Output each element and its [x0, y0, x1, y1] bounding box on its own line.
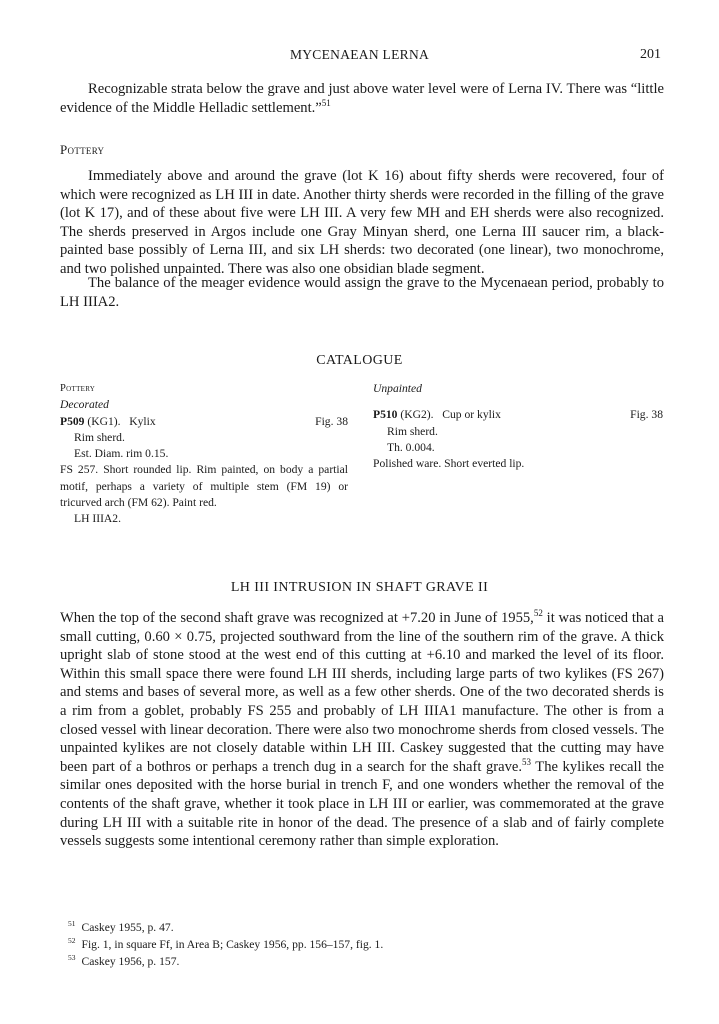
footnote-number: 53: [68, 953, 76, 962]
catalogue-item-line: Est. Diam. rim 0.15.: [74, 447, 169, 461]
catalogue-item-lot: (KG1).: [87, 414, 121, 428]
footnote-52: [68, 936, 648, 953]
catalogue-heading: CATALOGUE: [316, 353, 403, 368]
running-head: [0, 47, 719, 67]
pottery-paragraph-1: Immediately above and around the grave (lot K 16) about fifty sherds were recovered, four of which were recognized as LH III in date. Another thirty sherds were recorded in the filling of the grave (lot K 17), and of these about five were LH III. A very few MH and EH sherds were also recognized. The sherds preserved in Argos include one Gray Minyan sherd, one Lerna III saucer rim, a black-painted base possibly of Lerna III, and six LH sherds: two decorated (one linear), two monochrome, and two polished unpainted. There was also one obsidian blade segment.: [60, 168, 664, 277]
footnote-53: [68, 953, 648, 970]
pottery-paragraph-2: The balance of the meager evidence would assign the grave to the Mycenaean period, probably to LH IIIA2.: [60, 275, 664, 310]
page-number: 201: [640, 47, 661, 62]
footnote-number: 52: [68, 936, 76, 945]
footnotes: [68, 919, 648, 970]
catalogue-subcategory-decorated: Decorated: [60, 398, 109, 412]
footnote-51: [68, 919, 648, 936]
catalogue-entry-p510: [373, 407, 663, 423]
catalogue-right-column: [373, 381, 663, 472]
catalogue-item-line: Th. 0.004.: [387, 440, 435, 454]
intrusion-heading: LH III INTRUSION IN SHAFT GRAVE II: [230, 580, 489, 595]
intrusion-text-c: The kylikes recall the similar ones deposited with the horse burial in trench F, and one wonders whether the removal of the contents of the shaft grave, whether it took place in LH III or earlier, was commemorated at the grave during LH III with a suitable rite in honor of the dead. The presence of a slab and of fairly complete vessels suggests some intentional ceremony rather than simple exploration.: [60, 758, 664, 850]
intro-paragraph: [60, 80, 664, 117]
catalogue-left-column: [60, 381, 348, 528]
catalogue-item-id: P510: [373, 408, 398, 422]
catalogue-subcategory-unpainted: Unpainted: [373, 382, 422, 395]
intrusion-paragraph: [60, 609, 664, 851]
catalogue-item-lot: (KG2).: [400, 408, 434, 422]
footnote-number: 51: [68, 919, 76, 928]
catalogue-item-name: Kylix: [129, 414, 156, 428]
pottery-heading: Pottery: [60, 142, 105, 157]
catalogue-item-line: Rim sherd.: [387, 424, 438, 438]
catalogue-entry-p509: [60, 414, 348, 430]
footnote-ref-53[interactable]: 53: [522, 756, 532, 767]
catalogue-item-name: Cup or kylix: [442, 408, 501, 422]
catalogue-item-line: Rim sherd.: [74, 430, 125, 444]
footnote-ref-52[interactable]: 52: [533, 608, 543, 618]
footnote-text: Caskey 1956, p. 157.: [81, 955, 180, 968]
intrusion-text-a: When the top of the second shaft grave was recognized at +7.20 in June of 1955,: [60, 610, 534, 626]
footnote-text: Caskey 1955, p. 47.: [81, 921, 174, 934]
catalogue-item-id: P509: [60, 414, 85, 428]
catalogue-item-date: LH IIIA2.: [74, 512, 122, 526]
running-title: MYCENAEAN LERNA: [289, 47, 430, 62]
catalogue-item-description: Polished ware. Short everted lip.: [373, 457, 525, 471]
figure-reference[interactable]: Fig. 38: [315, 414, 348, 428]
catalogue-category: Pottery: [60, 383, 96, 394]
footnote-ref-51[interactable]: 51: [321, 97, 331, 108]
intro-paragraph-text: Recognizable strata below the grave and just above water level were of Lerna IV. There was “little evidence of the Middle Helladic settlement.”: [60, 81, 664, 116]
intrusion-text-b: it was noticed that a small cutting, 0.60 × 0.75, projected southward from the line of the southern rim of the grave. A thick upright slab of stone stood at the west end of this cutting at +6.10 and marked the level of its floor. Within this small space there were found LH III sherds, including large parts of two kylikes (FS 267) and stems and bases of several more, as well as a few other sherds. One of the two decorated sherds is a rim from a goblet, probably FS 255 and probably of LH IIIA1 manufacture. The other is from a closed vessel with linear decoration. There were also two monochrome sherds from closed vessels. The unpainted kylikes are not closely datable within LH III. Caskey suggested that the cutting may have been part of a bothros or perhaps a trench dug in a search for the shaft grave.: [60, 610, 664, 775]
catalogue-item-description: FS 257. Short rounded lip. Rim painted, on body a partial motif, perhaps a variety of multiple stem (FM 19) or tricurved arch (FM 62). Paint red.: [60, 463, 348, 510]
footnote-text: Fig. 1, in square Ff, in Area B; Caskey 1956, pp. 156–157, fig. 1.: [81, 938, 384, 951]
figure-reference[interactable]: Fig. 38: [630, 408, 663, 422]
